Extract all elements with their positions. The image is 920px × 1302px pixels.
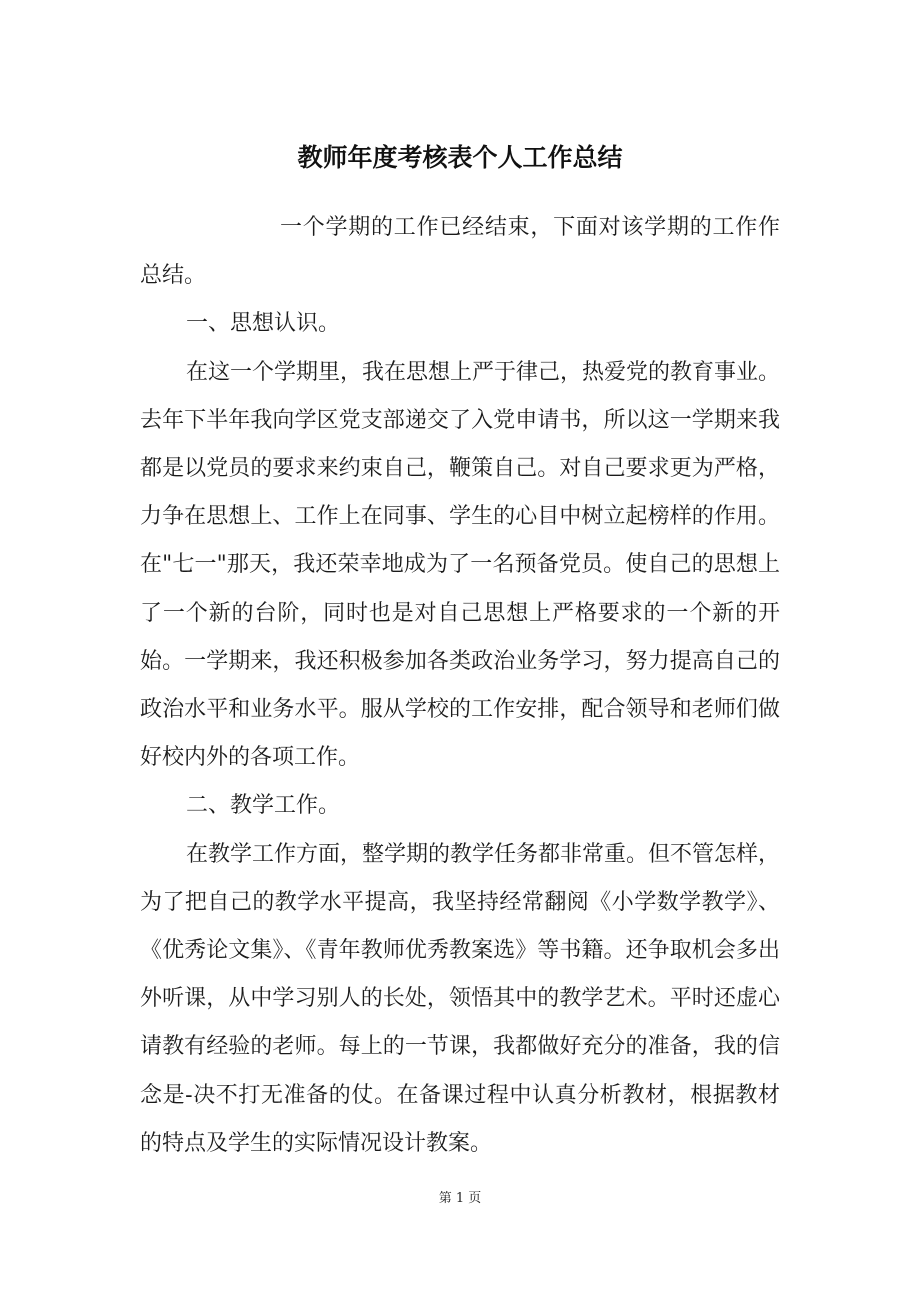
- document-body: [140, 204, 780, 1168]
- body-paragraph: 在这一个学期里，我在思想上严于律己，热爱党的教育事业。去年下半年我向学区党支部递交了入党申请书，所以这一学期来我都是以党员的要求来约束自己，鞭策自己。对自己要求更为严格，力争在思想上、工作上在同事、学生的心目中树立起榜样的作用。在"七一"那天，我还荣幸地成为了一名预备党员。使自己的思想上了一个新的台阶，同时也是对自己思想上严格要求的一个新的开始。一学期来，我还积极参加各类政治业务学习，努力提高自己的政治水平和业务水平。服从学校的工作安排，配合领导和老师们做好校内外的各项工作。: [140, 359, 781, 771]
- section-heading-thought: 一、思想认识。: [186, 311, 341, 337]
- page-number: 第 1 页: [438, 1191, 482, 1206]
- section-heading-teaching: 二、教学工作。: [186, 793, 341, 819]
- document-title: 教师年度考核表个人工作总结: [297, 143, 623, 172]
- intro-paragraph: 一个学期的工作已经结束，下面对该学期的工作作总结。: [140, 215, 780, 289]
- body-paragraph: 在教学工作方面，整学期的教学任务都非常重。但不管怎样，为了把自己的教学水平提高，我坚持经常翻阅《小学数学教学》、《优秀论文集》、《青年教师优秀教案选》等书籍。还争取机会多出外听课，从中学习别人的长处，领悟其中的教学艺术。平时还虚心请教有经验的老师。每上的一节课，我都做好充分的准备，我的信念是-决不打无准备的仗。在备课过程中认真分析教材，根据教材的特点及学生的实际情况设计教案。: [140, 841, 781, 1156]
